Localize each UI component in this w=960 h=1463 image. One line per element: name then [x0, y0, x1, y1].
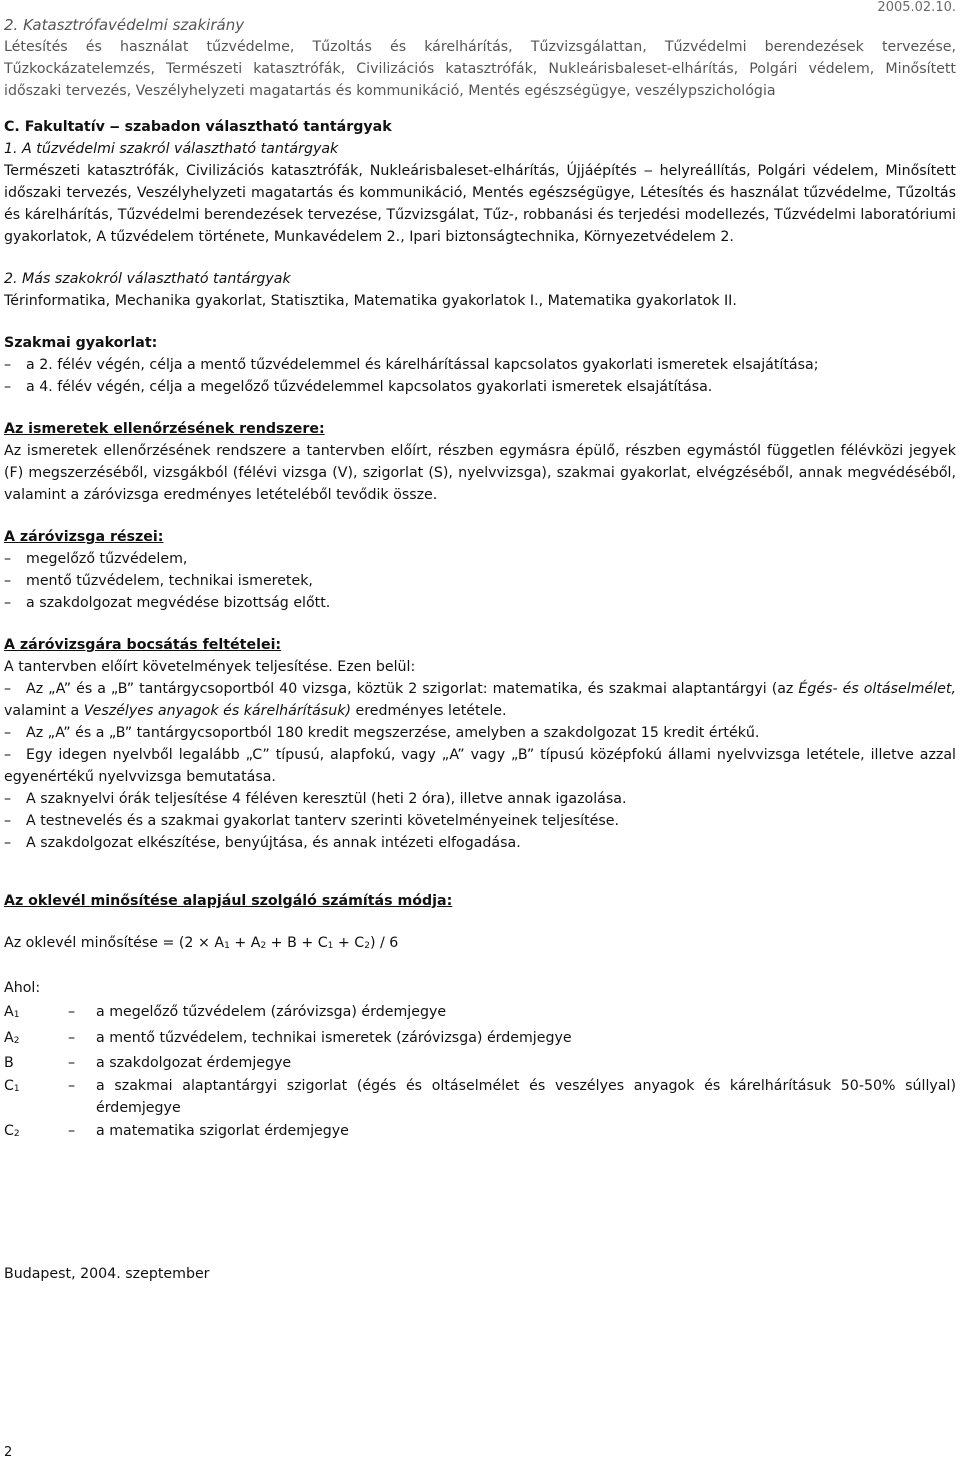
section-c-sub2-text: Térinformatika, Mechanika gyakorlat, Statisztika, Matematika gyakorlatok I., Matematika gyakorlatok II.: [4, 293, 737, 309]
grading-formula: Az oklevél minősítése = $(2 \times A_1 + A_2 + B + C_1 + C_2) / 6$: [4, 935, 399, 951]
admission-item: – Az „A” és a „B” tantárgycsoportból 180 kredit megszerzése, amelyben a szakdolgozat 15 kredit értékű.: [4, 725, 760, 741]
practice-heading: Szakmai gyakorlat:: [4, 335, 158, 351]
section-2-title: 2. Katasztrófavédelmi szakirány: [4, 16, 245, 34]
grading-variable-symbol: $A_1$: [4, 1004, 20, 1020]
section-c-sub2-title: 2. Más szakokról választható tantárgyak: [4, 271, 291, 287]
grading-variable-description: a megelőző tűzvédelem (záróvizsga) érdemjegye: [96, 1004, 447, 1020]
grading-variable-description: a matematika szigorlat érdemjegye: [96, 1122, 349, 1139]
grading-variable-description: a szakdolgozat érdemjegye: [96, 1055, 292, 1071]
grading-variables-table: [4, 1001, 956, 1145]
document-page: [4, 0, 956, 1285]
grading-variable-row: [4, 1001, 956, 1027]
grading-variable-symbol: $A_2$: [4, 1029, 20, 1046]
grading-variable-symbol: B: [4, 1055, 14, 1071]
dash-glyph: –: [68, 1004, 76, 1020]
admission-item: – A szakdolgozat elkészítése, benyújtása, és annak intézeti elfogadása.: [4, 835, 521, 851]
dash-glyph: –: [68, 1122, 76, 1139]
admission-item: – A testnevelés és a szakmai gyakorlat tanterv szerinti követelményeinek teljesítése.: [4, 813, 620, 829]
page-number: 2: [4, 1445, 13, 1460]
practice-item: – a 2. félév végén, célja a mentő tűzvédelemmel és kárelhárítással kapcsolatos gyakorlati ismeretek elsajátítása;: [4, 357, 819, 373]
admission-heading: A záróvizsgára bocsátás feltételei:: [4, 637, 282, 653]
grading-variable-description: a szakmai alaptantárgyi szigorlat (égés és oltáselmélet és veszélyes anyagok és kárelhárításuk 50-50% súllyal) érdemjegye: [96, 1077, 956, 1116]
final-exam-item: – mentő tűzvédelem, technikai ismeretek,: [4, 573, 313, 589]
final-exam-item: – megelőző tűzvédelem,: [4, 551, 188, 567]
assessment-text: Az ismeretek ellenőrzésének rendszere a tantervben előírt, részben egymásra épülő, részben egymástól független félévközi jegyek (F) megszerzéséből, vizsgákból (félévi vizsga (V), szigorlat (S), nyelvvizsga), szakmai gyakorlat, elvégzéséből, annak megvédéséből, valamint a záróvizsga eredményes letételéből tevődik össze.: [4, 443, 956, 503]
practice-item: – a 4. félév végén, célja a megelőző tűzvédelemmel kapcsolatos gyakorlati ismeretek elsajátítása.: [4, 379, 713, 395]
grading-variable-row: [4, 1120, 956, 1146]
footer-place-date: Budapest, 2004. szeptember: [4, 1266, 210, 1282]
dash-glyph: –: [68, 1077, 76, 1094]
section-c-sub1-text: Természeti katasztrófák, Civilizációs katasztrófák, Nukleárisbaleset-elhárítás, Újjáépítés ‒ helyreállítás, Polgári védelem, Minősített időszaki tervezés, Veszélyhelyzeti magatartás és kommunikáció, Mentés egészségügye, Létesítés és használat tűzvédelme, Tűzoltás és kárelhárítás, Tűzvédelmi berendezések tervezése, Tűzvizsgálat, Tűz-, robbanási és terjedési modellezés, Tűzvédelmi laboratóriumi gyakorlatok, A tűzvédelem története, Munkavédelem 2., Ipari biztonságtechnika, Környezetvédelem 2.: [4, 163, 956, 245]
dash-glyph: –: [68, 1029, 76, 1046]
grading-heading: Az oklevél minősítése alapjául szolgáló számítás módja:: [4, 893, 453, 909]
grading-variable-description: a mentő tűzvédelem, technikai ismeretek (záróvizsga) érdemjegye: [96, 1029, 572, 1046]
header-date: 2005.02.10.: [877, 0, 956, 15]
final-exam-item: – a szakdolgozat megvédése bizottság előtt.: [4, 595, 331, 611]
admission-item: – Az „A” és a „B” tantárgycsoportból 40 vizsga, köztük 2 szigorlat: matematika, és szakmai alaptantárgyi (az Égés- és oltáselmélet, valamint a Veszélyes anyagok és kárelhárításuk) eredményes letétele.: [4, 681, 956, 719]
section-c-heading: C. Fakultatív ‒ szabadon választható tantárgyak: [4, 119, 392, 135]
grading-where-label: Ahol:: [4, 980, 41, 996]
dash-glyph: –: [68, 1055, 76, 1071]
grading-variable-row: [4, 1075, 956, 1120]
section-c-sub1-title: 1. A tűzvédelmi szakról választható tantárgyak: [4, 141, 339, 157]
admission-intro: A tantervben előírt követelmények teljesítése. Ezen belül:: [4, 659, 416, 675]
admission-item: – A szaknyelvi órák teljesítése 4 féléven keresztül (heti 2 óra), illetve annak igazolása.: [4, 791, 627, 807]
final-exam-heading: A záróvizsga részei:: [4, 529, 164, 545]
grading-variable-row: [4, 1027, 956, 1053]
grading-variable-symbol: $C_1$: [4, 1077, 20, 1094]
grading-variable-symbol: $C_2$: [4, 1122, 20, 1139]
grading-variable-row: [4, 1052, 956, 1075]
admission-item: – Egy idegen nyelvből legalább „C” típusú, alapfokú, vagy „A” vagy „B” típusú középfokú állami nyelvvizsga letétele, illetve azzal egyenértékű nyelvvizsga bemutatása.: [4, 747, 956, 785]
section-2-text: Létesítés és használat tűzvédelme, Tűzoltás és kárelhárítás, Tűzvizsgálattan, Tűzvédelmi berendezések tervezése, Tűzkockázatelemzés, Természeti katasztrófák, Civilizációs katasztrófák, Nukleárisbaleset-elhárítás, Polgári védelem, Minősített időszaki tervezés, Veszélyhelyzeti magatartás és kommunikáció, Mentés egészségügye, veszélypszichológia: [4, 39, 956, 99]
assessment-heading: Az ismeretek ellenőrzésének rendszere:: [4, 421, 325, 437]
